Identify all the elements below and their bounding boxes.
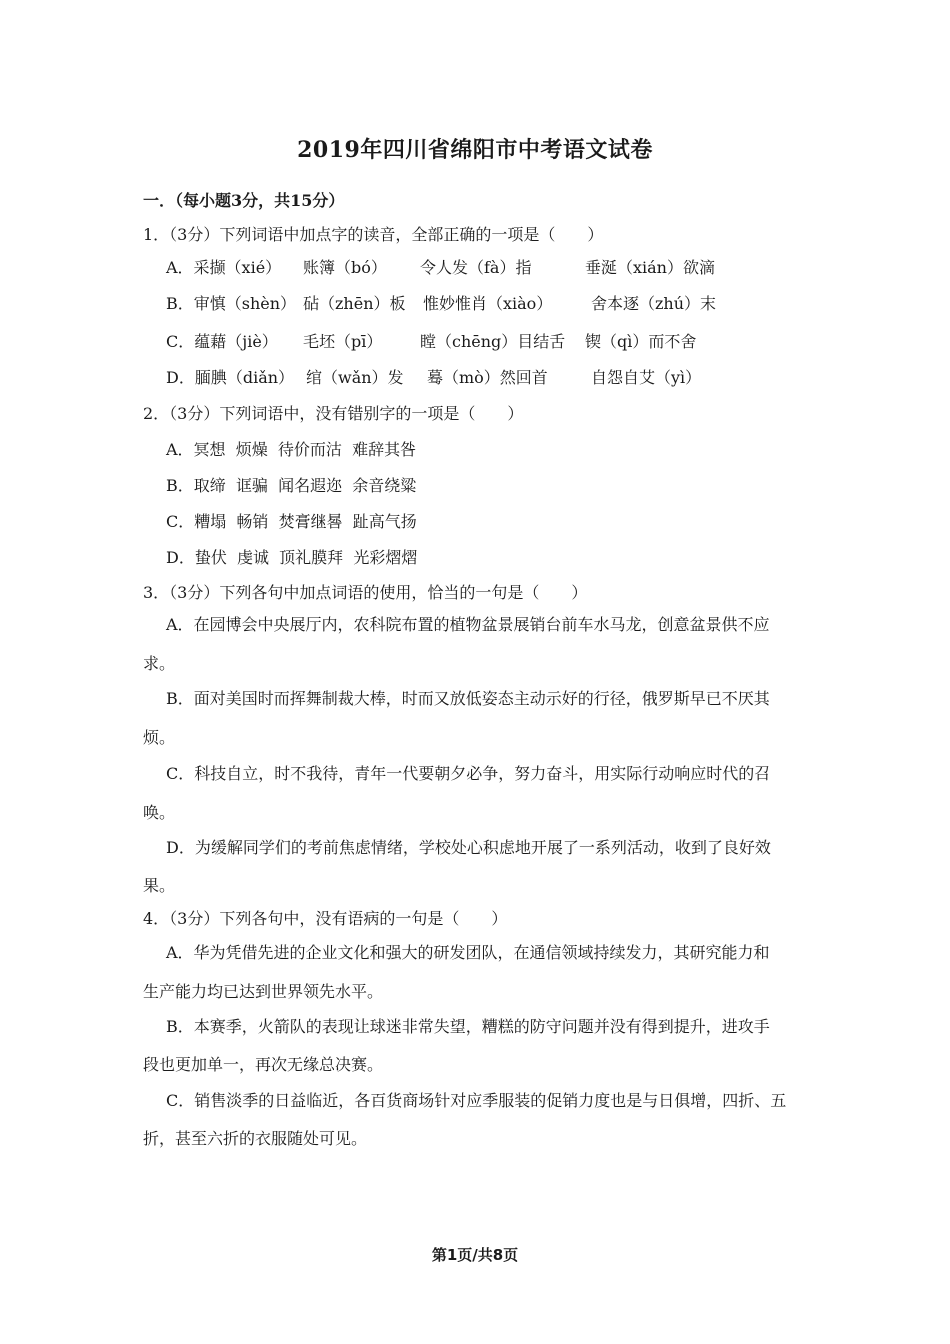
page-footer: 第1页/共8页 bbox=[431, 1246, 519, 1264]
question-3-option-d-line-2: 果。 bbox=[143, 876, 176, 895]
question-3-option-b-line-1: B．面对美国时而挥舞制裁大棒，时而又放低姿态主动示好的行径，俄罗斯早已不厌其 bbox=[166, 689, 770, 708]
option-d-item-1: D．腼腆（diǎn） bbox=[166, 368, 295, 387]
option-b-item-2: 砧（zhēn）板 bbox=[303, 294, 406, 313]
question-2-option-b: B．取缔 诓骗 闻名遐迩 余音绕粱 bbox=[166, 476, 417, 495]
option-a-item-1: A．采撷（xié） bbox=[166, 258, 282, 277]
option-c-item-3: 瞠（chēng）目结舌 bbox=[420, 332, 566, 351]
option-a-item-3: 令人发（fà）指 bbox=[420, 258, 532, 277]
question-2-option-a: A．冥想 烦燥 待价而沽 难辞其咎 bbox=[166, 440, 417, 459]
question-4-option-c-line-2: 折，甚至六折的衣服随处可见。 bbox=[143, 1129, 368, 1148]
option-c-item-1: C．蕴藉（jiè） bbox=[166, 332, 278, 351]
question-4-option-b-line-2: 段也更加单一，再次无缘总决赛。 bbox=[143, 1055, 384, 1074]
question-2-option-d: D．蛰伏 虔诚 顶礼膜拜 光彩熠熠 bbox=[166, 548, 418, 567]
question-3-option-a-line-1: A．在园博会中央展厅内，农科院布置的植物盆景展销台前车水马龙，创意盆景供不应 bbox=[166, 615, 770, 634]
question-2-stem: 2．（3分）下列词语中，没有错别字的一项是（ ） bbox=[143, 404, 524, 423]
question-4-stem: 4．（3分）下列各句中，没有语病的一句是（ ） bbox=[143, 909, 508, 928]
question-3-option-c-line-1: C．科技自立，时不我待，青年一代要朝夕必争，努力奋斗，用实际行动响应时代的召 bbox=[166, 764, 771, 783]
section-heading: 一．（每小题3分，共15分） bbox=[143, 191, 345, 210]
page-title: 2019年四川省绵阳市中考语文试卷 bbox=[297, 137, 653, 163]
question-4-option-b-line-1: B．本赛季，火箭队的表现让球迷非常失望，糟糕的防守问题并没有得到提升，进攻手 bbox=[166, 1017, 770, 1036]
option-a-item-4: 垂涎（xián）欲滴 bbox=[585, 258, 715, 277]
question-1-stem: 1．（3分）下列词语中加点字的读音，全部正确的一项是（ ） bbox=[143, 225, 604, 244]
option-b-item-3: 惟妙惟肖（xiào） bbox=[423, 294, 553, 313]
question-3-option-c-line-2: 唤。 bbox=[143, 803, 176, 822]
question-4-option-a-line-2: 生产能力均已达到世界领先水平。 bbox=[143, 982, 384, 1001]
question-3-stem: 3．（3分）下列各句中加点词语的使用，恰当的一句是（ ） bbox=[143, 583, 588, 602]
option-d-item-3: 蓦（mò）然回首 bbox=[427, 368, 548, 387]
question-2-option-c: C．糟塌 畅销 焚膏继晷 趾高气扬 bbox=[166, 512, 417, 531]
question-3-option-b-line-2: 烦。 bbox=[143, 728, 176, 747]
option-d-item-2: 绾（wǎn）发 bbox=[306, 368, 404, 387]
option-d-item-4: 自怨自艾（yì） bbox=[591, 368, 702, 387]
question-4-option-a-line-1: A．华为凭借先进的企业文化和强大的研发团队，在通信领域持续发力，其研究能力和 bbox=[166, 943, 770, 962]
option-a-item-2: 账簿（bó） bbox=[303, 258, 387, 277]
question-3-option-a-line-2: 求。 bbox=[143, 654, 176, 673]
option-c-item-4: 锲（qì）而不舍 bbox=[585, 332, 697, 351]
question-4-option-c-line-1: C．销售淡季的日益临近，各百货商场针对应季服装的促销力度也是与日俱增，四折、五 bbox=[166, 1091, 787, 1110]
option-b-item-1: B．审慎（shèn） bbox=[166, 294, 297, 313]
question-3-option-d-line-1: D．为缓解同学们的考前焦虑情绪，学校处心积虑地开展了一系列活动，收到了良好效 bbox=[166, 838, 771, 857]
option-c-item-2: 毛坯（pī） bbox=[303, 332, 383, 351]
option-b-item-4: 舍本逐（zhú）末 bbox=[591, 294, 717, 313]
